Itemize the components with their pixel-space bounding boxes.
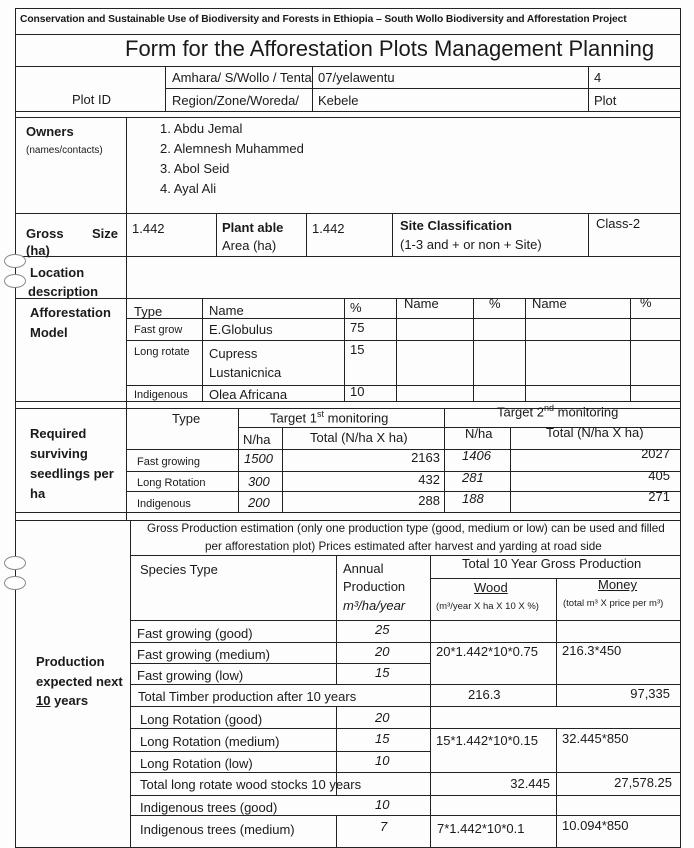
long-rotation-row: Long Rotation (low) <box>140 756 253 771</box>
punch-hole-3 <box>4 556 26 570</box>
fast-wood-formula: 20*1.442*10*0.75 <box>436 644 538 659</box>
indigenous-rate: 10 <box>375 797 390 812</box>
model-label-1: Afforestation <box>30 305 111 320</box>
fast-growing-row: Fast growing (good) <box>137 626 253 641</box>
seedlings-label-2: surviving <box>30 446 88 461</box>
seedling-row-type: Long Rotation <box>137 477 206 489</box>
seedlings-nha-1: N/ha <box>243 432 271 447</box>
annual-header-1: Annual <box>343 561 384 576</box>
form-title: Form for the Afforestation Plots Management Planning <box>125 36 655 61</box>
plot-number-value: 4 <box>594 70 602 85</box>
long-rotation-rate: 10 <box>375 753 390 768</box>
production-note-2: per afforestation plot) Prices estimated after harvest and yarding at road side <box>205 540 602 553</box>
seedlings-col-type: Type <box>172 411 201 426</box>
long-rotation-row: Long Rotation (good) <box>140 712 263 727</box>
plot-kebele-caption: Kebele <box>318 93 359 108</box>
site-classification-label: Site Classification <box>400 218 512 233</box>
seedling-row-n2: 188 <box>462 491 484 506</box>
wood-header: Wood <box>474 580 508 595</box>
wood-header-sub: (m³/year X ha X 10 X %) <box>436 601 539 612</box>
total-long-wood: 32.445 <box>510 776 550 791</box>
seedling-row-t1: 432 <box>418 472 440 487</box>
model-row-name: Olea Africana <box>209 387 288 402</box>
seedling-row-n2: 1406 <box>462 448 491 463</box>
annual-header-3: m³/ha/year <box>343 598 406 613</box>
plantable-value: 1.442 <box>312 221 345 236</box>
model-row-type: Long rotate <box>134 346 190 358</box>
total-10-year-header: Total 10 Year Gross Production <box>462 556 642 571</box>
total-timber-money: 97,335 <box>630 686 670 701</box>
plantable-label-2: Area (ha) <box>222 238 277 253</box>
gross-size-label-2: Size <box>92 226 119 241</box>
long-wood-formula: 15*1.442*10*0.15 <box>436 733 538 748</box>
owner-1: 1. Abdu Jemal <box>160 121 243 136</box>
project-header: Conservation and Sustainable Use of Biodiversity and Forests in Ethiopia – South Wollo Biodiversity and Afforestation Project <box>20 14 627 25</box>
seedlings-target-1: Target 1st monitoring <box>270 409 389 426</box>
seedlings-target-2: Target 2nd monitoring <box>497 403 619 420</box>
owner-3: 3. Abol Seid <box>160 161 230 176</box>
seedling-row-t2: 405 <box>648 468 670 483</box>
punch-hole-1 <box>4 254 26 268</box>
seedlings-label-1: Required <box>30 426 87 441</box>
model-row-pct: 10 <box>350 384 365 399</box>
seedlings-label-4: ha <box>30 486 46 501</box>
model-col-name-1: Name <box>209 303 244 318</box>
model-col-pct-3: % <box>640 295 652 310</box>
model-col-pct-2: % <box>489 296 501 311</box>
model-row-pct: 15 <box>350 342 365 357</box>
owner-4: 4. Ayal Ali <box>160 181 217 196</box>
plot-region-caption: Region/Zone/Woreda/ <box>172 93 299 108</box>
total-timber-label: Total Timber production after 10 years <box>138 689 357 704</box>
production-label-1: Production <box>36 654 105 669</box>
fast-growing-rate: 25 <box>375 622 390 637</box>
model-label-2: Model <box>30 325 68 340</box>
site-classification-value: Class-2 <box>596 216 641 231</box>
seedlings-total-1: Total (N/ha X ha) <box>310 430 408 445</box>
plot-id-label: Plot ID <box>72 92 112 107</box>
model-col-type: Type <box>134 304 163 319</box>
plot-kebele-value: 07/yelawentu <box>318 70 395 85</box>
total-long-money: 27,578.25 <box>614 775 672 790</box>
fast-growing-row: Fast growing (medium) <box>137 647 270 662</box>
seedling-row-t1: 2163 <box>411 450 440 465</box>
money-header: Money <box>598 577 638 592</box>
model-row-name-2: Lustanicnica <box>209 365 282 380</box>
species-type-header: Species Type <box>140 562 218 577</box>
model-row-type: Fast grow <box>134 324 183 336</box>
owner-2: 2. Alemnesh Muhammed <box>160 141 304 156</box>
production-note-1: Gross Production estimation (only one production type (good, medium or low) can be used and filled <box>147 522 665 535</box>
fast-money-formula: 216.3*450 <box>562 643 622 658</box>
punch-hole-2 <box>4 274 26 288</box>
gross-size-value: 1.442 <box>132 221 165 236</box>
site-classification-sub: (1-3 and + or non + Site) <box>400 237 542 252</box>
model-col-pct-1: % <box>350 300 362 315</box>
production-label-2: expected next <box>36 674 123 689</box>
seedlings-nha-2: N/ha <box>465 426 493 441</box>
model-row-type: Indigenous <box>134 389 188 401</box>
seedling-row-n1: 200 <box>248 495 270 510</box>
indigenous-row: Indigenous trees (good) <box>140 800 278 815</box>
indigenous-rate: 7 <box>380 819 388 834</box>
total-timber-wood: 216.3 <box>468 687 501 702</box>
long-rotation-row: Long Rotation (medium) <box>140 734 280 749</box>
owners-label: Owners <box>26 124 74 139</box>
annual-header-2: Production <box>343 579 406 594</box>
seedlings-label-3: seedlings per <box>30 466 114 481</box>
model-col-name-2: Name <box>404 296 439 311</box>
seedling-row-n1: 1500 <box>244 451 273 466</box>
indigenous-wood-formula: 7*1.442*10*0.1 <box>437 821 525 836</box>
plot-region-value: Amhara/ S/Wollo / Tenta <box>172 70 312 85</box>
production-label-years-number: 10 <box>36 693 51 708</box>
seedling-row-type: Indigenous <box>137 498 191 510</box>
plantable-label-1: Plant able <box>222 220 284 235</box>
plot-number-caption: Plot <box>594 93 617 108</box>
model-row-pct: 75 <box>350 320 365 335</box>
production-label-3 <box>36 693 88 708</box>
gross-size-label-1: Gross <box>26 226 64 241</box>
indigenous-row: Indigenous trees (medium) <box>140 822 295 837</box>
location-label-1: Location <box>30 265 85 280</box>
seedlings-total-2: Total (N/ha X ha) <box>546 425 644 440</box>
gross-size-label-3: (ha) <box>26 243 50 258</box>
fast-growing-rate: 15 <box>375 665 390 680</box>
model-row-name: E.Globulus <box>209 322 273 337</box>
owners-sublabel: (names/contacts) <box>26 145 103 156</box>
production-label-years-word: years <box>50 693 89 708</box>
long-rotation-rate: 20 <box>375 710 390 725</box>
model-row-name: Cupress <box>209 346 258 361</box>
seedling-row-t2: 2027 <box>641 446 670 461</box>
location-label-2: description <box>28 284 99 299</box>
seedling-row-t1: 288 <box>418 493 440 508</box>
punch-hole-4 <box>4 576 26 590</box>
seedling-row-n2: 281 <box>462 470 484 485</box>
seedling-row-type: Fast growing <box>137 456 200 468</box>
indigenous-money-formula: 10.094*850 <box>562 818 629 833</box>
fast-growing-row: Fast growing (low) <box>137 668 244 683</box>
model-col-name-3: Name <box>532 296 567 311</box>
money-header-sub: (total m³ X price per m³) <box>563 598 664 609</box>
seedling-row-t2: 271 <box>648 489 670 504</box>
long-rotation-rate: 15 <box>375 731 390 746</box>
total-long-label: Total long rotate wood stocks 10 years <box>140 777 362 792</box>
seedling-row-n1: 300 <box>248 474 270 489</box>
fast-growing-rate: 20 <box>375 644 390 659</box>
long-money-formula: 32.445*850 <box>562 731 629 746</box>
